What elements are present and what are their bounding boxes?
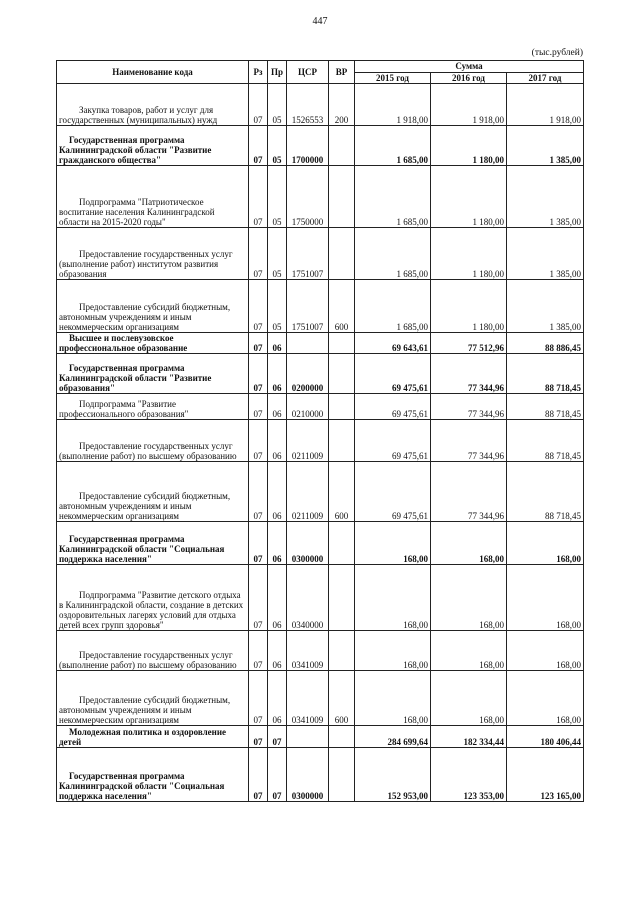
- cell-name-text: Высшее и послевузовское профессиональное образование: [59, 333, 188, 354]
- header-year-2015: 2015 год: [355, 73, 431, 84]
- cell-y2017: 168,00: [507, 565, 584, 631]
- cell-y2017: 88 718,45: [507, 394, 584, 420]
- cell-name-text: Предоставление государственных услуг (выполнение работ) по высшему образованию: [59, 650, 237, 671]
- cell-vr: [329, 631, 355, 671]
- cell-csr: 0341009: [287, 631, 329, 671]
- cell-y2017: 1 385,00: [507, 280, 584, 333]
- cell-name: [57, 84, 249, 126]
- cell-y2015: 69 475,61: [355, 462, 431, 522]
- cell-vr: [329, 333, 355, 354]
- cell-y2016: 1 180,00: [431, 166, 507, 228]
- cell-vr: [329, 228, 355, 280]
- cell-vr: [329, 565, 355, 631]
- cell-y2017: 1 918,00: [507, 84, 584, 126]
- cell-vr: [329, 726, 355, 748]
- cell-y2015: 1 685,00: [355, 228, 431, 280]
- header-vr: ВР: [329, 61, 355, 84]
- cell-name: [57, 354, 249, 394]
- cell-name-text: Подпрограмма "Патриотическое воспитание населения Калининградской области на 2015-2020 годы": [59, 196, 215, 227]
- cell-rz: 07: [249, 671, 268, 726]
- cell-y2015: 69 643,61: [355, 333, 431, 354]
- cell-y2017: 168,00: [507, 671, 584, 726]
- cell-pr: 06: [268, 671, 287, 726]
- cell-name: [57, 420, 249, 462]
- cell-y2016: 168,00: [431, 671, 507, 726]
- cell-name: [57, 126, 249, 166]
- cell-rz: 07: [249, 420, 268, 462]
- table-row: [57, 726, 584, 748]
- table-row: [57, 462, 584, 522]
- cell-y2016: 77 344,96: [431, 420, 507, 462]
- cell-pr: 05: [268, 126, 287, 166]
- cell-name-text: Предоставление субсидий бюджетным, автономным учреждениям и иным некоммерческим организациям: [59, 301, 231, 332]
- cell-y2016: 182 334,44: [431, 726, 507, 748]
- cell-csr: 0211009: [287, 420, 329, 462]
- cell-rz: 07: [249, 166, 268, 228]
- table-row: [57, 394, 584, 420]
- cell-pr: 07: [268, 726, 287, 748]
- cell-name-text: Государственная программа Калининградской области "Развитие образования": [59, 363, 212, 394]
- cell-pr: 07: [268, 748, 287, 802]
- units-label: (тыс.рублей): [531, 48, 583, 58]
- cell-name-text: Подпрограмма "Развитие профессионального образования": [59, 399, 189, 420]
- cell-y2016: 1 180,00: [431, 280, 507, 333]
- cell-rz: 07: [249, 631, 268, 671]
- table-row: [57, 420, 584, 462]
- cell-csr: 0200000: [287, 354, 329, 394]
- cell-pr: 06: [268, 631, 287, 671]
- cell-pr: 06: [268, 462, 287, 522]
- cell-pr: 05: [268, 280, 287, 333]
- table-row: [57, 333, 584, 354]
- cell-name: [57, 228, 249, 280]
- cell-vr: 600: [329, 280, 355, 333]
- cell-name: [57, 726, 249, 748]
- cell-name: [57, 671, 249, 726]
- cell-y2016: 77 344,96: [431, 462, 507, 522]
- table-row: [57, 228, 584, 280]
- cell-rz: 07: [249, 748, 268, 802]
- cell-csr: 1700000: [287, 126, 329, 166]
- cell-name-text: Государственная программа Калининградской области "Социальная поддержка населения": [59, 771, 225, 802]
- cell-y2017: 88 718,45: [507, 354, 584, 394]
- cell-y2016: 77 344,96: [431, 394, 507, 420]
- cell-csr: 1751007: [287, 228, 329, 280]
- cell-y2016: 168,00: [431, 631, 507, 671]
- cell-rz: 07: [249, 228, 268, 280]
- cell-y2016: 77 512,96: [431, 333, 507, 354]
- cell-y2016: 77 344,96: [431, 354, 507, 394]
- cell-y2017: 168,00: [507, 631, 584, 671]
- cell-y2015: 168,00: [355, 631, 431, 671]
- cell-vr: 600: [329, 671, 355, 726]
- cell-pr: 06: [268, 394, 287, 420]
- cell-y2016: 1 180,00: [431, 126, 507, 166]
- cell-y2017: 180 406,44: [507, 726, 584, 748]
- cell-csr: 0300000: [287, 748, 329, 802]
- cell-rz: 07: [249, 84, 268, 126]
- cell-y2016: 168,00: [431, 565, 507, 631]
- table-row: [57, 565, 584, 631]
- cell-y2017: 88 718,45: [507, 462, 584, 522]
- table-row: [57, 84, 584, 126]
- cell-y2015: 168,00: [355, 671, 431, 726]
- cell-csr: 1751007: [287, 280, 329, 333]
- page-number: 447: [312, 16, 328, 27]
- cell-y2016: 1 180,00: [431, 228, 507, 280]
- cell-vr: [329, 522, 355, 565]
- cell-y2015: 1 685,00: [355, 280, 431, 333]
- cell-rz: 07: [249, 462, 268, 522]
- cell-pr: 06: [268, 420, 287, 462]
- cell-y2017: 168,00: [507, 522, 584, 565]
- cell-pr: 06: [268, 522, 287, 565]
- cell-y2017: 1 385,00: [507, 166, 584, 228]
- cell-name: [57, 522, 249, 565]
- cell-pr: 05: [268, 166, 287, 228]
- cell-y2015: 284 699,64: [355, 726, 431, 748]
- cell-vr: [329, 354, 355, 394]
- cell-vr: [329, 420, 355, 462]
- header-name: Наименование кода: [57, 61, 249, 84]
- cell-rz: 07: [249, 126, 268, 166]
- cell-csr: 0340000: [287, 565, 329, 631]
- cell-name: [57, 462, 249, 522]
- cell-y2015: 69 475,61: [355, 394, 431, 420]
- cell-y2017: 1 385,00: [507, 228, 584, 280]
- cell-name-text: Предоставление субсидий бюджетным, автономным учреждениям и иным некоммерческим организациям: [59, 695, 231, 726]
- header-year-2017: 2017 год: [507, 73, 584, 84]
- cell-vr: [329, 166, 355, 228]
- header-csr: ЦСР: [287, 61, 329, 84]
- cell-rz: 07: [249, 565, 268, 631]
- cell-y2017: 88 886,45: [507, 333, 584, 354]
- cell-name: [57, 748, 249, 802]
- cell-rz: 07: [249, 726, 268, 748]
- cell-name-text: Предоставление субсидий бюджетным, автономным учреждениям и иным некоммерческим организациям: [59, 491, 231, 522]
- cell-pr: 05: [268, 84, 287, 126]
- cell-vr: 600: [329, 462, 355, 522]
- cell-name: [57, 631, 249, 671]
- cell-y2015: 152 953,00: [355, 748, 431, 802]
- header-year-2016: 2016 год: [431, 73, 507, 84]
- cell-name: [57, 166, 249, 228]
- cell-y2016: 123 353,00: [431, 748, 507, 802]
- cell-name: [57, 394, 249, 420]
- cell-rz: 07: [249, 280, 268, 333]
- table-row: [57, 166, 584, 228]
- cell-y2015: 1 685,00: [355, 126, 431, 166]
- cell-vr: 200: [329, 84, 355, 126]
- cell-y2016: 1 918,00: [431, 84, 507, 126]
- cell-pr: 06: [268, 354, 287, 394]
- header-rz: Рз: [249, 61, 268, 84]
- cell-y2015: 69 475,61: [355, 354, 431, 394]
- table-row: [57, 522, 584, 565]
- budget-table: [56, 60, 584, 802]
- cell-rz: 07: [249, 394, 268, 420]
- header-sum: Сумма: [355, 61, 584, 73]
- cell-rz: 07: [249, 522, 268, 565]
- table-row: [57, 280, 584, 333]
- cell-csr: 1526553: [287, 84, 329, 126]
- cell-rz: 07: [249, 354, 268, 394]
- cell-name-text: Подпрограмма "Развитие детского отдыха в Калининградской области, создание в детских оздоровительных лагерях условий для отдыха детей всех групп здоровья": [59, 589, 244, 631]
- cell-rz: 07: [249, 333, 268, 354]
- cell-y2017: 1 385,00: [507, 126, 584, 166]
- cell-vr: [329, 394, 355, 420]
- table-row: [57, 748, 584, 802]
- cell-y2015: 1 918,00: [355, 84, 431, 126]
- cell-pr: 05: [268, 228, 287, 280]
- table-row: [57, 126, 584, 166]
- cell-csr: [287, 333, 329, 354]
- table-row: [57, 354, 584, 394]
- table-row: [57, 631, 584, 671]
- cell-y2016: 168,00: [431, 522, 507, 565]
- table-row: [57, 671, 584, 726]
- cell-csr: 1750000: [287, 166, 329, 228]
- cell-csr: 0300000: [287, 522, 329, 565]
- cell-name-text: Предоставление государственных услуг (выполнение работ) институтом развития образования: [59, 248, 233, 279]
- cell-name: [57, 333, 249, 354]
- cell-name-text: Государственная программа Калининградской области "Развитие гражданского общества": [59, 134, 212, 165]
- cell-csr: 0210000: [287, 394, 329, 420]
- cell-y2015: 168,00: [355, 522, 431, 565]
- cell-name: [57, 565, 249, 631]
- cell-csr: 0211009: [287, 462, 329, 522]
- header-pr: Пр: [268, 61, 287, 84]
- cell-y2015: 69 475,61: [355, 420, 431, 462]
- cell-name-text: Предоставление государственных услуг (выполнение работ) по высшему образованию: [59, 441, 237, 462]
- cell-name-text: Закупка товаров, работ и услуг для государственных (муниципальных) нужд: [59, 104, 218, 125]
- cell-name-text: Молодежная политика и оздоровление детей: [59, 727, 227, 748]
- table-body: [57, 84, 584, 802]
- cell-pr: 06: [268, 565, 287, 631]
- cell-y2017: 123 165,00: [507, 748, 584, 802]
- cell-vr: [329, 748, 355, 802]
- cell-csr: [287, 726, 329, 748]
- cell-name-text: Государственная программа Калининградской области "Социальная поддержка населения": [59, 534, 225, 565]
- cell-y2017: 88 718,45: [507, 420, 584, 462]
- cell-pr: 06: [268, 333, 287, 354]
- cell-name: [57, 280, 249, 333]
- cell-vr: [329, 126, 355, 166]
- cell-csr: 0341009: [287, 671, 329, 726]
- cell-y2015: 168,00: [355, 565, 431, 631]
- cell-y2015: 1 685,00: [355, 166, 431, 228]
